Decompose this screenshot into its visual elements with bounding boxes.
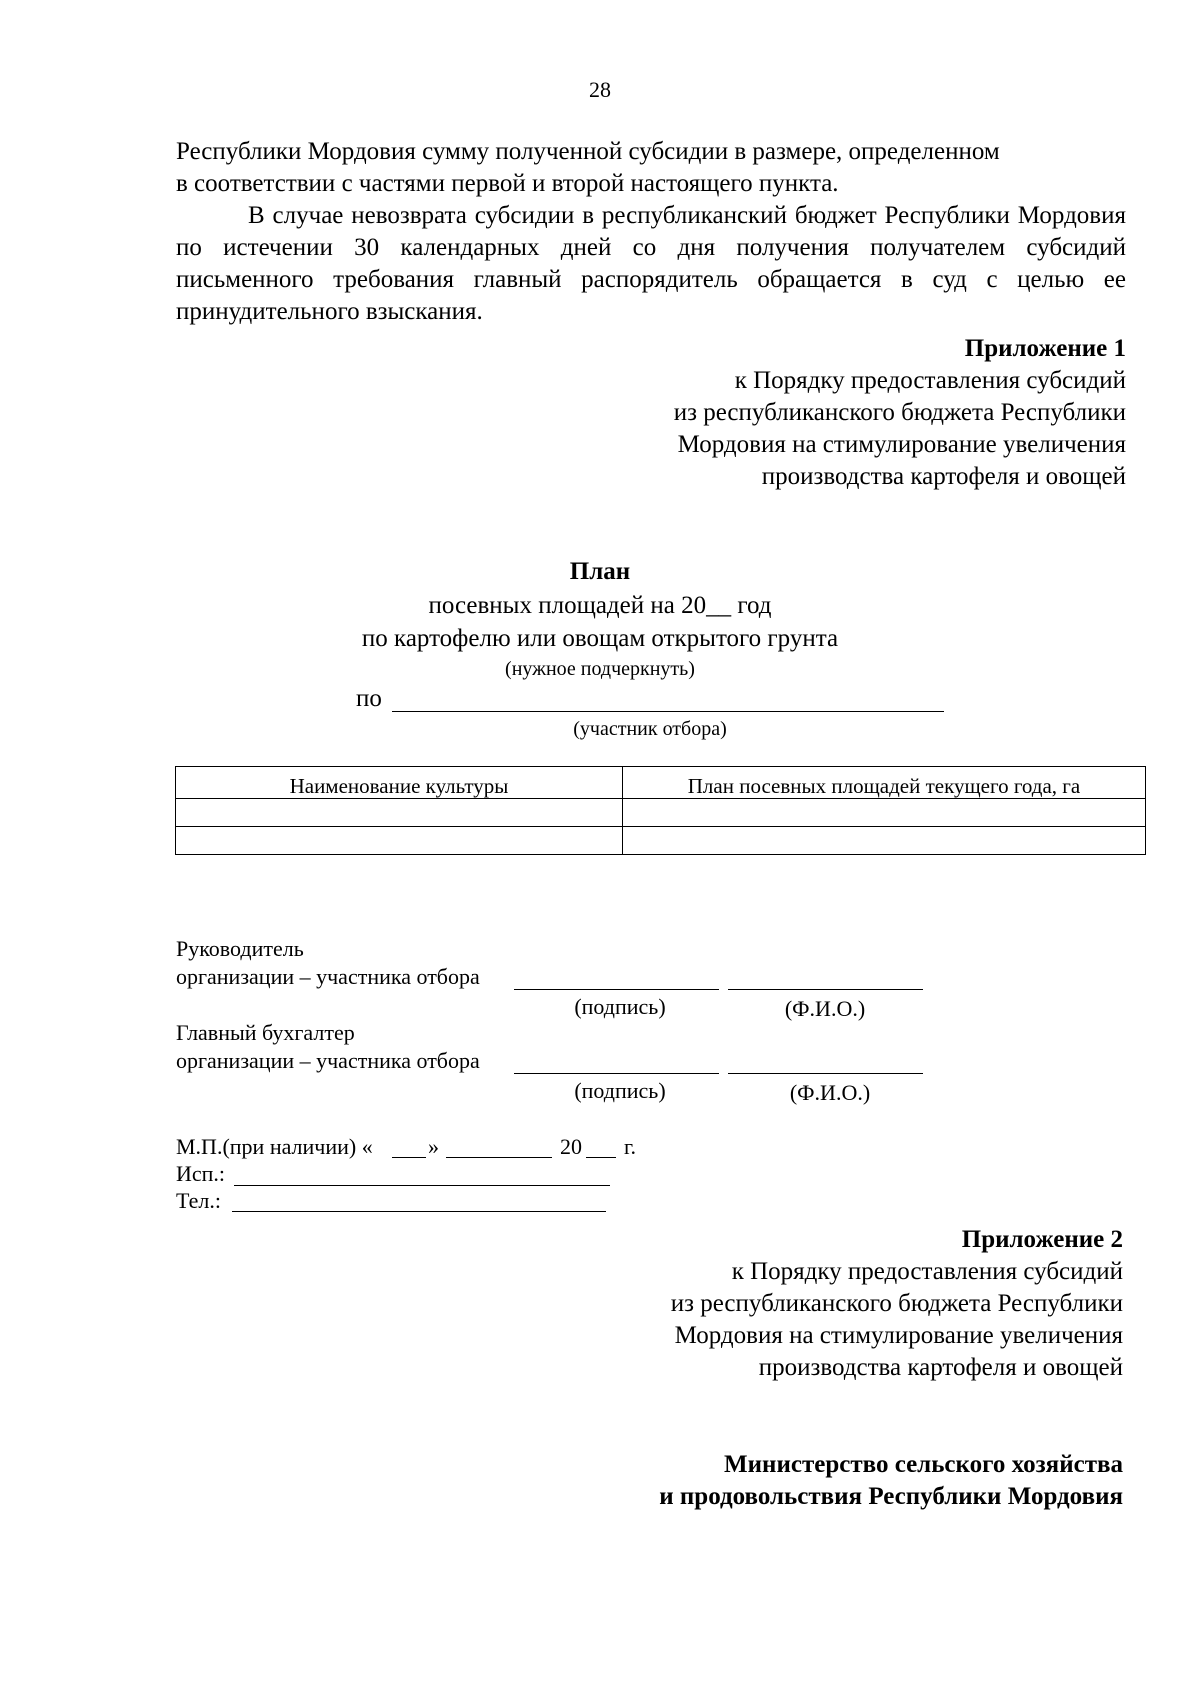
table-cell <box>176 799 623 827</box>
appendix-1-line-4: производства картофеля и овощей <box>761 463 1126 490</box>
plan-line-1: посевных площадей на 20__ год <box>428 592 772 619</box>
tel-line <box>232 1211 606 1212</box>
appendix-2-line-4: производства картофеля и овощей <box>758 1354 1123 1381</box>
participant-caption: (участник отбора) <box>573 718 727 740</box>
plan-note: (нужное подчеркнуть) <box>505 658 695 680</box>
head-signature-line <box>514 989 719 990</box>
intro-line-1: Республики Мордовия сумму полученной субсидии в размере, определенном <box>176 138 1000 165</box>
appendix-2-line-1: к Порядку предоставления субсидий <box>731 1258 1123 1285</box>
head-sign-caption: (подпись) <box>574 994 666 1019</box>
stamp-month-line <box>446 1157 552 1158</box>
stamp-quote-close: » <box>428 1134 439 1159</box>
accountant-signature-line <box>514 1073 719 1074</box>
appendix-1-line-3: Мордовия на стимулирование увеличения <box>677 431 1126 458</box>
table-row <box>176 799 1146 827</box>
appendix-2-line-2: из республиканского бюджета Республики <box>670 1290 1123 1317</box>
appendix-1-title: Приложение 1 <box>964 335 1126 362</box>
appendix-2-title: Приложение 2 <box>961 1226 1123 1253</box>
appendix-2-line-3: Мордовия на стимулирование увеличения <box>674 1322 1123 1349</box>
appendix-1-line-1: к Порядку предоставления субсидий <box>734 367 1126 394</box>
head-label-2: организации – участника отбора <box>176 964 480 989</box>
accountant-name-line <box>728 1073 923 1074</box>
tel-label: Тел.: <box>176 1188 221 1213</box>
head-label-1: Руководитель <box>176 936 304 961</box>
table-header-row <box>176 767 1146 799</box>
ministry-line-1: Министерство сельского хозяйства <box>724 1451 1123 1478</box>
isp-line <box>234 1185 610 1186</box>
plan-table-wrapper <box>175 766 1146 854</box>
table-row <box>176 827 1146 855</box>
intro-paragraph-2: В случае невозврата субсидии в республиканский бюджет Республики Мордовия по истечении 30 календарных дней со дня получения получателем субсидий письменного требования главный распорядитель обращается в суд с целью ее принудительного взыскания. <box>176 202 1126 325</box>
ministry-line-2: и продовольствия Республики Мордовия <box>659 1483 1123 1510</box>
accountant-name-caption: (Ф.И.О.) <box>789 1080 871 1105</box>
table-cell <box>623 799 1146 827</box>
plan-po-label: по <box>356 685 382 712</box>
stamp-prefix: М.П.(при наличии) « <box>176 1134 373 1159</box>
intro-line-2: в соответствии с частями первой и второй настоящего пункта. <box>176 170 839 197</box>
table-header-crop: Наименование культуры <box>176 767 623 799</box>
head-name-caption: (Ф.И.О.) <box>784 996 866 1021</box>
accountant-sign-caption: (подпись) <box>574 1078 666 1103</box>
plan-table <box>175 766 1146 855</box>
participant-line <box>392 711 944 712</box>
accountant-label-1: Главный бухгалтер <box>176 1020 355 1045</box>
stamp-year-line <box>586 1157 616 1158</box>
stamp-day-line <box>392 1157 426 1158</box>
stamp-year: 20 <box>560 1134 582 1159</box>
page-number: 28 <box>589 77 611 102</box>
appendix-1-line-2: из республиканского бюджета Республики <box>673 399 1126 426</box>
plan-line-2: по картофелю или овощам открытого грунта <box>361 625 839 652</box>
accountant-label-2: организации – участника отбора <box>176 1048 480 1073</box>
head-name-line <box>728 989 923 990</box>
isp-label: Исп.: <box>176 1161 226 1186</box>
table-header-area: План посевных площадей текущего года, га <box>623 767 1146 799</box>
stamp-year-suffix: г. <box>624 1134 637 1159</box>
table-cell <box>176 827 623 855</box>
plan-title: План <box>569 558 631 585</box>
table-cell <box>623 827 1146 855</box>
